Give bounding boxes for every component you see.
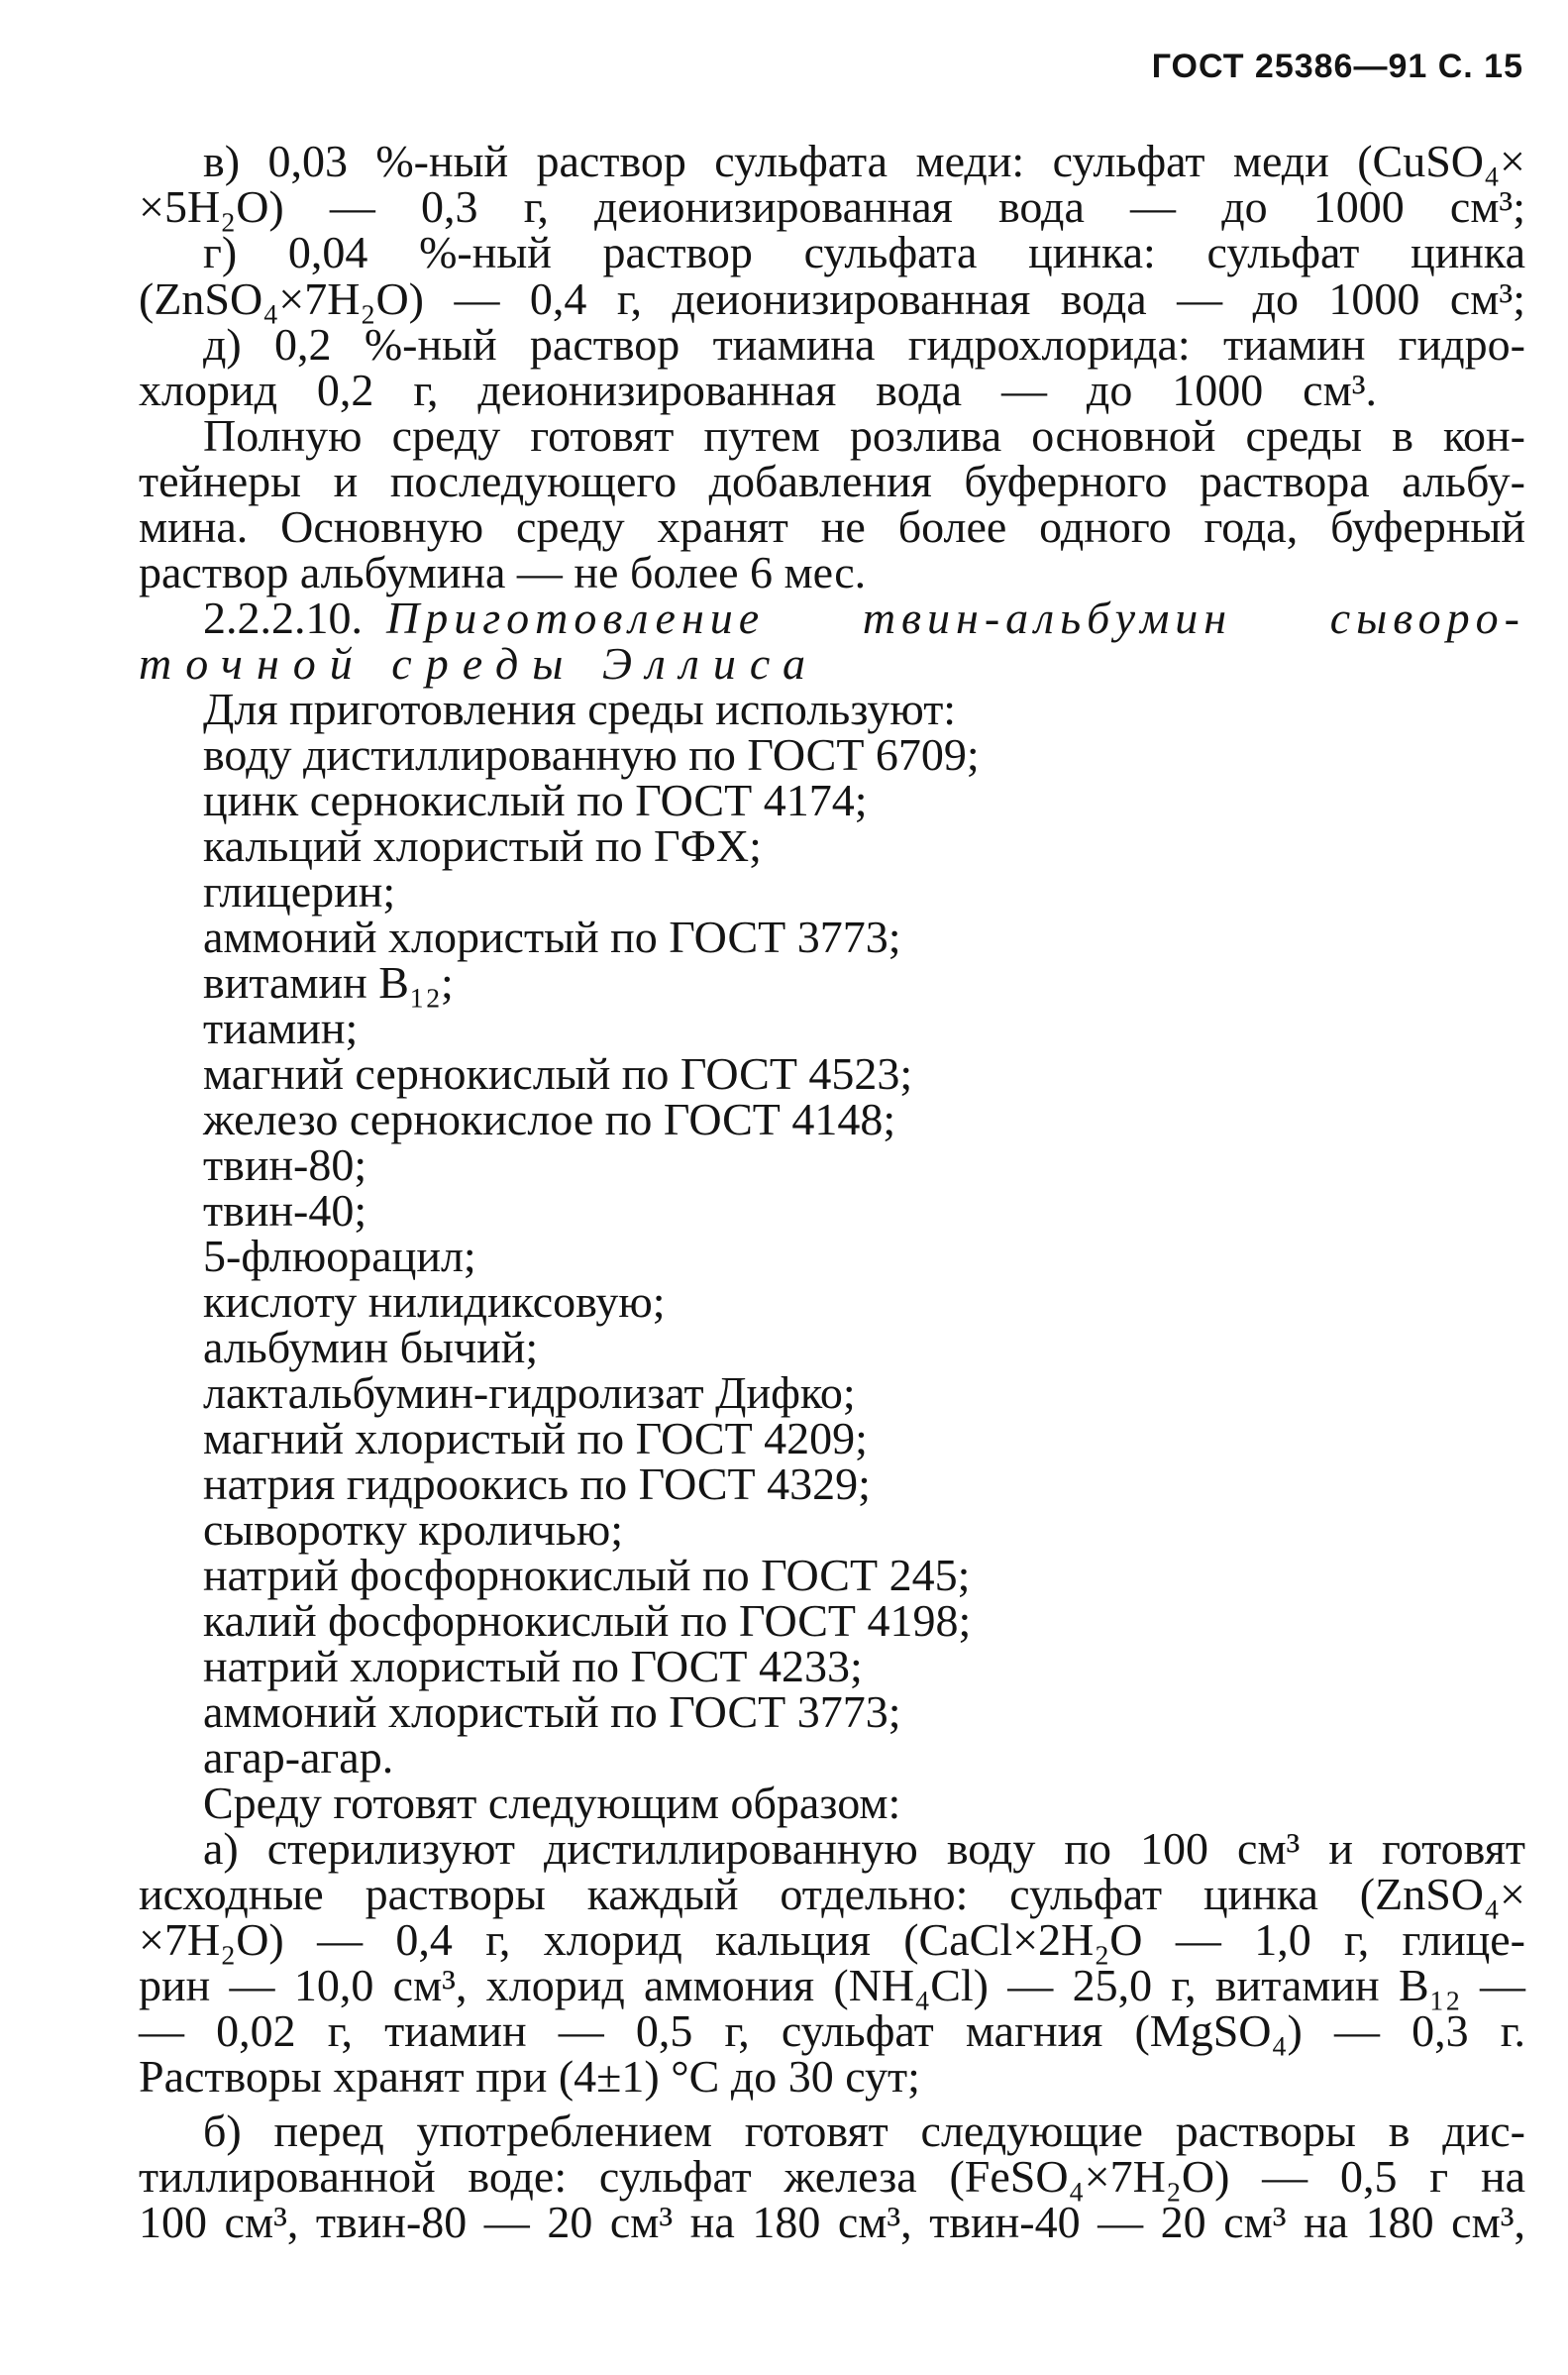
text-line: тейнеры и последующего добавления буферного раствора альбу- <box>139 456 1525 506</box>
text-line: в) 0,03 %-ный раствор сульфата меди: сульфат меди (CuSO₄× <box>203 136 1525 186</box>
section-heading <box>203 595 1525 641</box>
reagents-intro: Для приготовления среды используют: <box>203 684 957 734</box>
list-item: натрий хлористый по ГОСТ 4233; <box>203 1641 863 1691</box>
text-line: ×5H₂O) — 0,3 г, деионизированная вода — до 1000 см³; <box>139 181 1525 232</box>
list-item: магний хлористый по ГОСТ 4209; <box>203 1413 868 1463</box>
section-title-part2: точной среды Эллиса <box>139 638 820 689</box>
list-item: твин-80; <box>203 1139 367 1190</box>
text-line: хлорид 0,2 г, деионизированная вода — до 1000 см³. <box>139 365 1377 415</box>
list-item: лактальбумин-гидролизат Дифко; <box>203 1367 856 1418</box>
section-number: 2.2.2.10. <box>203 593 363 643</box>
list-item: витамин B₁₂; <box>203 957 454 1008</box>
text-line: 100 см³, твин-80 — 20 см³ на 180 см³, твин-40 — 20 см³ на 180 см³, <box>139 2197 1525 2247</box>
section-title-part1: Приготовление твин-альбумин сыворо- <box>386 593 1525 643</box>
list-item: глицерин; <box>203 866 396 917</box>
list-item: кислоту нилидиксовую; <box>203 1276 666 1327</box>
list-item: агар-агар. <box>203 1732 394 1782</box>
list-item: аммоний хлористый по ГОСТ 3773; <box>203 912 901 962</box>
text-line: Полную среду готовят путем розлива основной среды в кон- <box>203 410 1525 461</box>
list-item: натрий фосфорнокислый по ГОСТ 245; <box>203 1550 971 1600</box>
procedure-intro: Среду готовят следующим образом: <box>203 1778 901 1828</box>
list-item: сыворотку кроличью; <box>203 1504 623 1555</box>
text-line: д) 0,2 %-ный раствор тиамина гидрохлорида: тиамин гидро- <box>203 319 1525 370</box>
text-line: тиллированной воде: сульфат железа (FeSO₄×7H₂O) — 0,5 г на <box>139 2151 1525 2202</box>
text-line: Растворы хранят при (4±1) °С до 30 сут; <box>139 2051 920 2102</box>
list-item: магний сернокислый по ГОСТ 4523; <box>203 1048 913 1099</box>
list-item: кальций хлористый по ГФХ; <box>203 820 762 871</box>
list-item: цинк сернокислый по ГОСТ 4174; <box>203 775 868 825</box>
page-header: ГОСТ 25386—91 С. 15 <box>1151 48 1523 85</box>
list-item: 5-флюорацил; <box>203 1231 476 1281</box>
list-item: твин-40; <box>203 1185 367 1236</box>
text-line: мина. Основную среду хранят не более одного года, буферный <box>139 501 1525 552</box>
text-line: а) стерилизуют дистиллированную воду по 100 см³ и готовят <box>203 1823 1525 1874</box>
list-item: натрия гидроокись по ГОСТ 4329; <box>203 1458 871 1509</box>
text-line: ×7H₂O) — 0,4 г, хлорид кальция (CaCl×2H₂O — 1,0 г, глице- <box>139 1914 1525 1965</box>
list-item: тиамин; <box>203 1003 359 1053</box>
list-item: железо сернокислое по ГОСТ 4148; <box>203 1094 896 1144</box>
list-item: воду дистиллированную по ГОСТ 6709; <box>203 729 980 780</box>
text-line: б) перед употреблением готовят следующие растворы в дис- <box>203 2105 1525 2156</box>
text-line: (ZnSO₄×7H₂O) — 0,4 г, деионизированная вода — до 1000 см³; <box>139 273 1525 324</box>
text-line: исходные растворы каждый отдельно: сульфат цинка (ZnSO₄× <box>139 1869 1525 1919</box>
list-item: калий фосфорнокислый по ГОСТ 4198; <box>203 1595 972 1646</box>
list-item: аммоний хлористый по ГОСТ 3773; <box>203 1686 901 1737</box>
text-line: — 0,02 г, тиамин — 0,5 г, сульфат магния (MgSO₄) — 0,3 г. <box>139 2005 1525 2056</box>
text-line: раствор альбумина — не более 6 мес. <box>139 547 867 597</box>
list-item: альбумин бычий; <box>203 1322 539 1372</box>
text-line: г) 0,04 %-ный раствор сульфата цинка: сульфат цинка <box>203 227 1525 277</box>
text-line: рин — 10,0 см³, хлорид аммония (NH₄Cl) — 25,0 г, витамин B₁₂ — <box>139 1960 1525 2010</box>
